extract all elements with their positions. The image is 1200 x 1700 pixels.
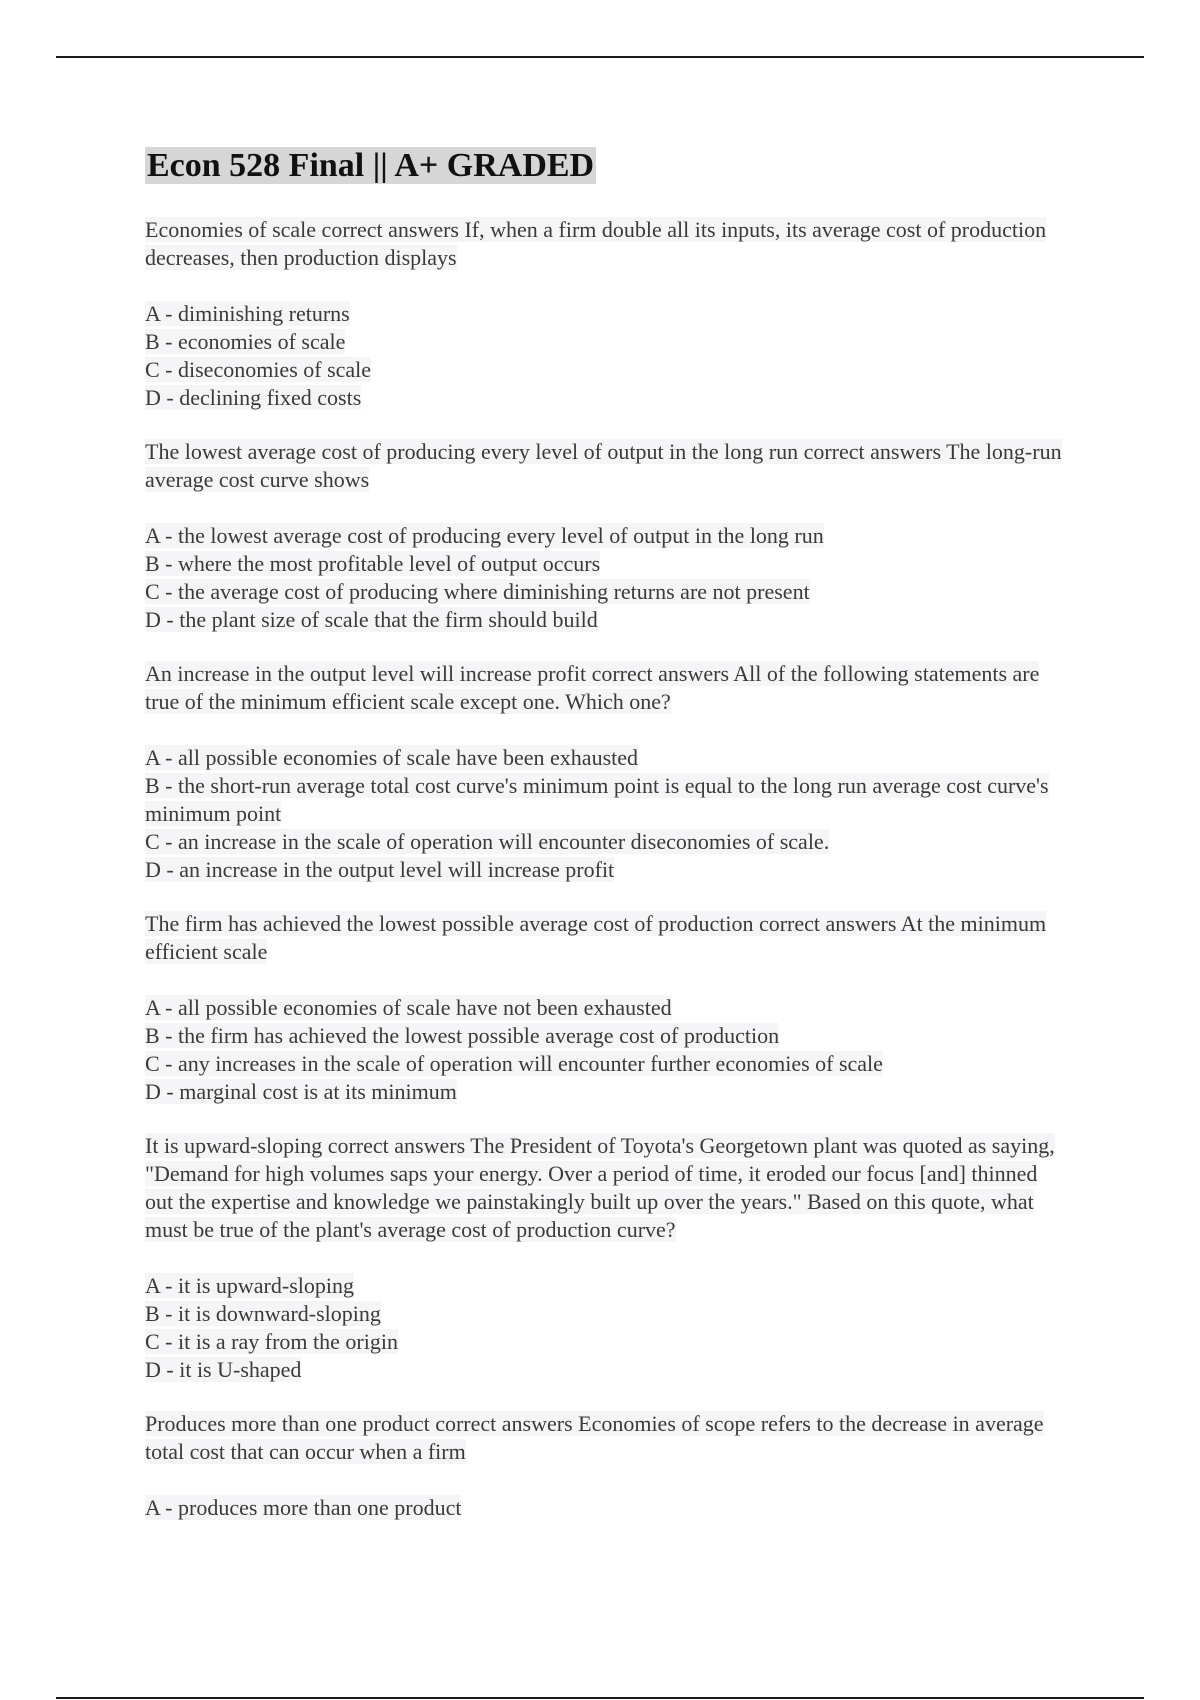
question-text: Produces more than one product correct answers Economies of scope refers to the decrease in average total cost that can occur when a firm	[145, 1411, 1044, 1464]
answer-option: C - diseconomies of scale	[145, 357, 372, 382]
answer-option: C - the average cost of producing where diminishing returns are not present	[145, 579, 810, 604]
answer-option: A - produces more than one product	[145, 1495, 462, 1520]
question-text: An increase in the output level will increase profit correct answers All of the following statements are true of the minimum efficient scale except one. Which one?	[145, 661, 1040, 714]
answer-option: B - it is downward-sloping	[145, 1301, 381, 1326]
answer-option: C - an increase in the scale of operation will encounter diseconomies of scale.	[145, 829, 830, 854]
answer-option: B - where the most profitable level of output occurs	[145, 551, 601, 576]
bottom-rule	[56, 1697, 1144, 1699]
answer-option: A - diminishing returns	[145, 301, 350, 326]
answer-option: D - marginal cost is at its minimum	[145, 1079, 457, 1104]
question-text: It is upward-sloping correct answers The President of Toyota's Georgetown plant was quoted as saying, "Demand for high volumes saps your energy. Over a period of time, it eroded our focus [and] thinned out the expertise and knowledge we painstakingly built up over the years." Based on this quote, what must be true of the plant's average cost of production curve?	[145, 1133, 1055, 1242]
question-text: The lowest average cost of producing every level of output in the long run correct answers The long-run average cost curve shows	[145, 439, 1062, 492]
question-block-3	[145, 660, 1065, 884]
answer-option: A - all possible economies of scale have not been exhausted	[145, 995, 672, 1020]
answer-option: B - the firm has achieved the lowest possible average cost of production	[145, 1023, 780, 1048]
question-text: Economies of scale correct answers If, when a firm double all its inputs, its average cost of production decreases, then production displays	[145, 217, 1047, 270]
question-block-6	[145, 1410, 1065, 1522]
document-body	[145, 142, 1065, 1548]
question-text: The firm has achieved the lowest possible average cost of production correct answers At the minimum efficient scale	[145, 911, 1047, 964]
answer-option: D - the plant size of scale that the firm should build	[145, 607, 598, 632]
question-block-2	[145, 438, 1065, 634]
question-block-4	[145, 910, 1065, 1106]
answer-option: A - the lowest average cost of producing every level of output in the long run	[145, 523, 824, 548]
answer-option: A - it is upward-sloping	[145, 1273, 354, 1298]
document-title-text: Econ 528 Final || A+ GRADED	[147, 147, 595, 184]
answer-option: A - all possible economies of scale have been exhausted	[145, 745, 639, 770]
top-rule	[56, 56, 1144, 58]
answer-option: C - any increases in the scale of operation will encounter further economies of scale	[145, 1051, 883, 1076]
document-title	[145, 142, 1065, 190]
answer-option: B - the short-run average total cost curve's minimum point is equal to the long run average cost curve's minimum point	[145, 773, 1049, 826]
answer-option: D - declining fixed costs	[145, 385, 362, 410]
answer-option: B - economies of scale	[145, 329, 346, 354]
question-block-5	[145, 1132, 1065, 1384]
question-block-1	[145, 216, 1065, 412]
answer-option: D - it is U-shaped	[145, 1357, 302, 1382]
answer-option: C - it is a ray from the origin	[145, 1329, 398, 1354]
answer-option: D - an increase in the output level will increase profit	[145, 857, 615, 882]
